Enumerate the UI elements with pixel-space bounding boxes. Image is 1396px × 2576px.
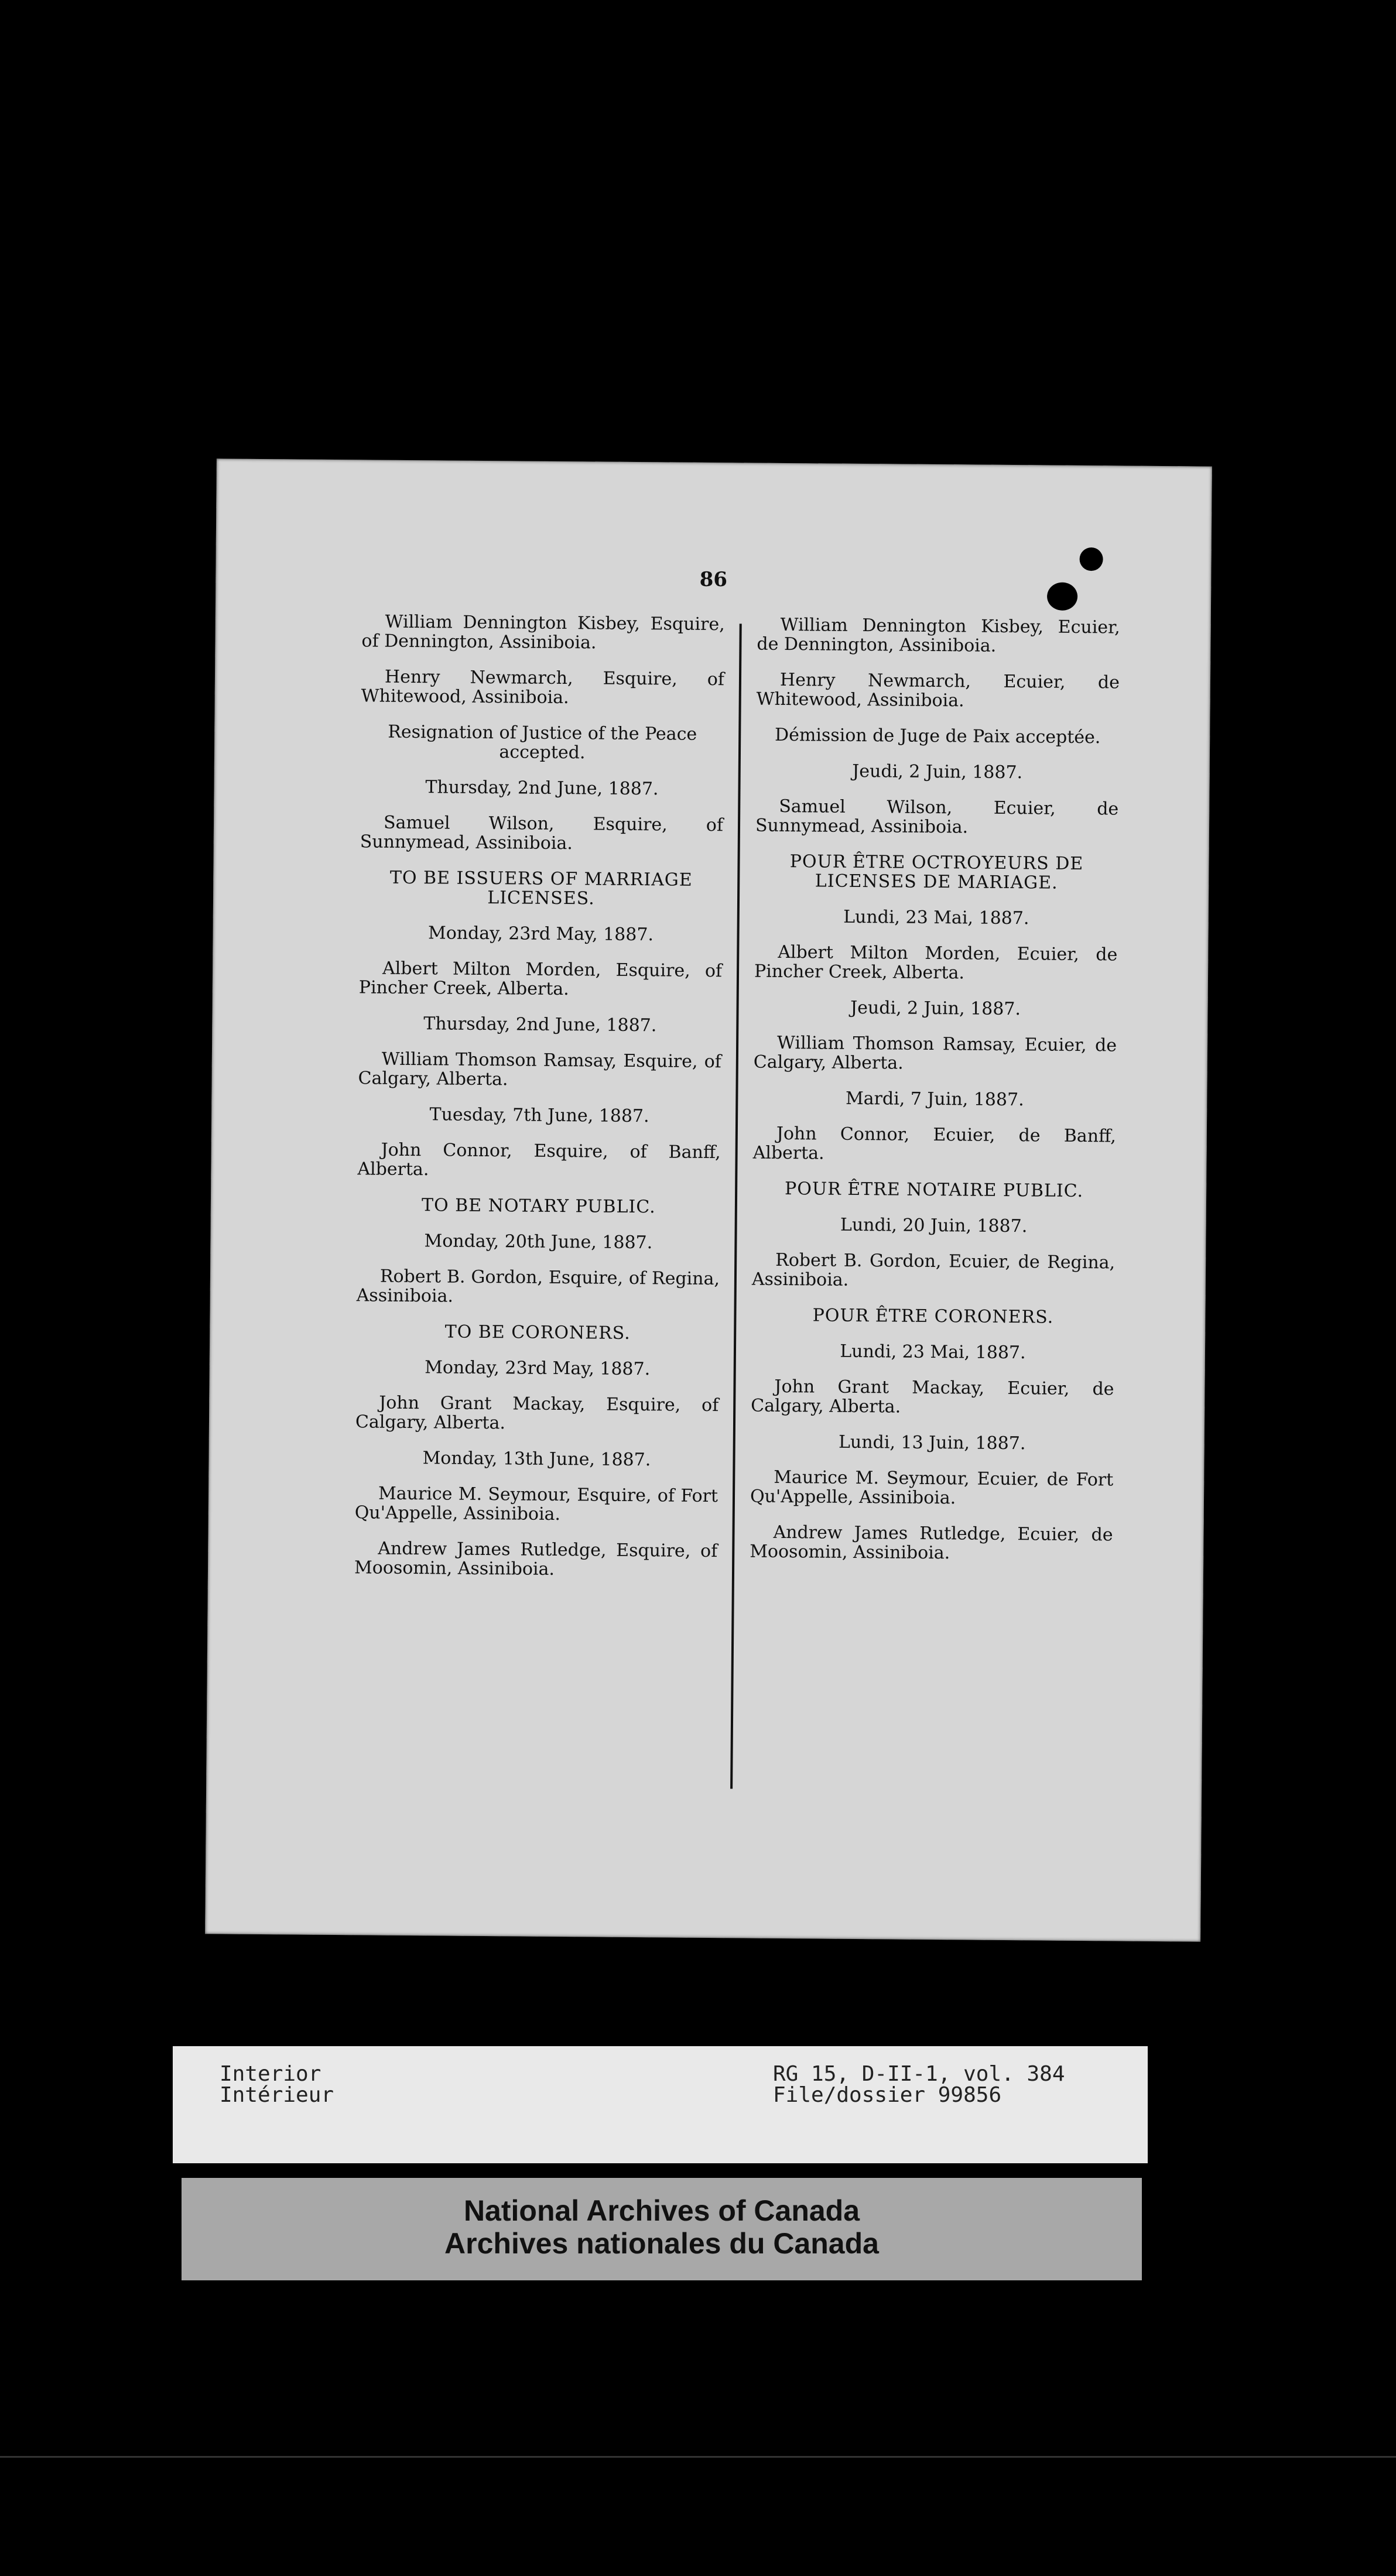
entry-para: John Connor, Ecuier, de Banff, Alberta. [752,1123,1117,1164]
entry-date: Tuesday, 7th June, 1887. [429,1104,649,1127]
ink-blot [1047,583,1077,611]
entry-date: Thursday, 2nd June, 1887. [425,777,659,800]
entry-date: Monday, 20th June, 1887. [424,1231,653,1253]
entry-para: Henry Newmarch, Ecuier, de Whitewood, Assiniboia. [756,669,1120,711]
column-divider [730,624,742,1789]
entry-para: Andrew James Rutledge, Esquire, of Moosomin, Assiniboia. [354,1538,718,1580]
entry-date: Mardi, 7 Juin, 1887. [845,1088,1024,1111]
entry-para: Robert B. Gordon, Esquire, of Regina, Assiniboia. [356,1266,720,1307]
entry-date: Monday, 23rd May, 1887. [427,923,654,946]
entry-heading: TO BE NOTARY PUBLIC. [421,1195,656,1218]
entry-heading: TO BE ISSUERS OF MARRIAGE LICENSES. [389,867,693,909]
entry-date: Jeudi, 2 Juin, 1887. [850,997,1021,1020]
entry-para: Maurice M. Seymour, Esquire, of Fort Qu'Appelle, Assiniboia. [354,1483,718,1525]
department-french: Intérieur [220,2083,334,2107]
archive-name-french: Archives nationales du Canada [444,2227,879,2260]
entry-para: William Thomson Ramsay, Ecuier, de Calgary, Alberta. [753,1032,1117,1074]
file-number: File/dossier 99856 [773,2083,1002,2107]
entry-para: Samuel Wilson, Esquire, of Sunnymead, Assiniboia. [360,812,724,854]
left-column-english [354,612,725,1597]
entry-date: Jeudi, 2 Juin, 1887. [852,761,1023,783]
entry-date: Thursday, 2nd June, 1887. [423,1013,657,1036]
entry-para: John Grant Mackay, Esquire, of Calgary, Alberta. [355,1392,719,1434]
entry-heading: TO BE CORONERS. [444,1321,631,1344]
entry-para: John Connor, Esquire, of Banff, Alberta. [357,1139,721,1180]
entry-para: Robert B. Gordon, Ecuier, de Regina, Assiniboia. [751,1249,1116,1290]
entry-para: John Grant Mackay, Ecuier, de Calgary, Alberta. [751,1376,1114,1417]
entry-center: Resignation of Justice of the Peace accepted. [388,721,697,763]
entry-para: Andrew James Rutledge, Ecuier, de Moosomin, Assiniboia. [750,1522,1113,1564]
entry-para: Albert Milton Morden, Ecuier, de Pincher Creek, Alberta. [754,941,1118,984]
entry-para: Maurice M. Seymour, Ecuier, de Fort Qu'Appelle, Assiniboia. [750,1467,1114,1509]
entry-para: Albert Milton Morden, Esquire, of Pincher Creek, Alberta. [358,958,723,1000]
archive-name-english: National Archives of Canada [463,2194,860,2227]
page-number: 86 [699,567,728,592]
ink-blot [1079,547,1103,571]
department-english: Interior [220,2062,321,2086]
archive-reference-label [173,2046,1148,2163]
entry-para: Samuel Wilson, Ecuier, de Sunnymead, Assiniboia. [755,796,1119,838]
entry-date: Monday, 13th June, 1887. [422,1448,651,1471]
entry-para: Henry Newmarch, Esquire, of Whitewood, Assiniboia. [361,666,725,708]
entry-heading: POUR ÊTRE OCTROYEURS DE LICENSES DE MARIAGE. [789,851,1084,893]
entry-date: Lundi, 20 Juin, 1887. [840,1214,1028,1237]
entry-center: Démission de Juge de Paix acceptée. [774,724,1101,748]
film-edge-line [0,2456,1396,2458]
archive-banner [182,2178,1142,2280]
entry-para: William Dennington Kisbey, Esquire, of Dennington, Assiniboia. [361,611,725,653]
entry-date: Lundi, 13 Juin, 1887. [838,1431,1026,1454]
entry-date: Lundi, 23 Mai, 1887. [840,1341,1026,1364]
entry-para: William Dennington Kisbey, Ecuier, de Dennington, Assiniboia. [757,614,1120,656]
right-column-french [750,615,1120,1581]
entry-date: Monday, 23rd May, 1887. [425,1357,651,1380]
document-page [205,458,1212,1941]
entry-heading: POUR ÊTRE CORONERS. [812,1305,1054,1328]
entry-date: Lundi, 23 Mai, 1887. [843,906,1029,929]
record-group-reference: RG 15, D-II-1, vol. 384 [773,2062,1065,2086]
entry-heading: POUR ÊTRE NOTAIRE PUBLIC. [784,1179,1084,1202]
entry-para: William Thomson Ramsay, Esquire, of Calgary, Alberta. [358,1049,721,1090]
